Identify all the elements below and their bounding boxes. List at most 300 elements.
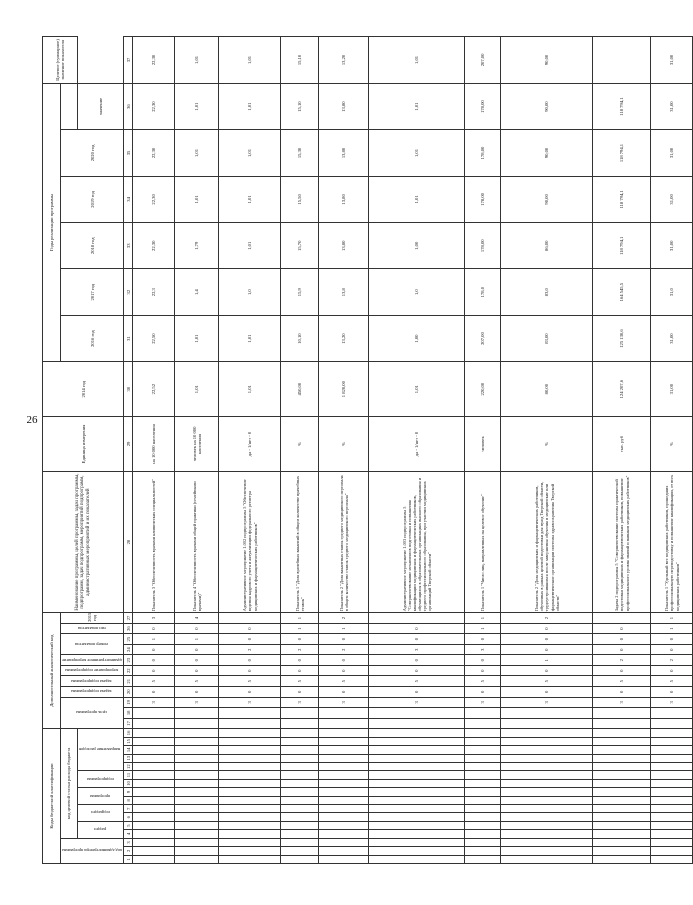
budget-code-cell xyxy=(319,729,369,738)
budget-code-cell xyxy=(593,779,651,787)
budget-code-cell xyxy=(175,821,219,829)
analytic-code-cell: 0 xyxy=(219,665,281,676)
value-2019: 1,01 xyxy=(219,130,281,176)
column-number: 22 xyxy=(124,665,133,676)
budget-code-cell xyxy=(133,855,175,863)
analytic-code-cell: 5 xyxy=(219,676,281,687)
analytic-code-cell: 0 xyxy=(369,634,465,645)
budget-code-cell xyxy=(369,779,465,787)
analytic-code-cell: 3 xyxy=(319,697,369,708)
analytic-code-cell: 3 xyxy=(465,697,501,708)
analytic-code-cell: 5 xyxy=(593,676,651,687)
analytic-code-cell: 0 xyxy=(219,687,281,698)
analytic-code-cell: 0 xyxy=(369,665,465,676)
row-name: Показатель 1 "Число лиц, направленных на целевое обучение" xyxy=(465,471,501,612)
column-number: 23 xyxy=(124,655,133,666)
budget-code-cell xyxy=(651,813,693,821)
analytic-code-cell: 0 xyxy=(281,687,319,698)
budget-code-cell xyxy=(175,830,219,838)
table-body xyxy=(133,37,693,864)
analytic-code-cell: 5 xyxy=(369,676,465,687)
column-number: 20 xyxy=(124,687,133,698)
analytic-code-cell: 4 xyxy=(175,613,219,624)
budget-code-cell xyxy=(319,737,369,745)
a-measure-header: мероприятие подпрограммы xyxy=(65,668,119,674)
year-2014-header: 2014 год xyxy=(43,362,124,417)
budget-code-cell xyxy=(369,737,465,745)
value-2016: 15,9 xyxy=(281,269,319,315)
value-2020: 22,30 xyxy=(133,83,175,129)
column-number: 8 xyxy=(124,796,133,804)
budget-code-cell xyxy=(501,813,593,821)
row-unit: да - 1/нет - 0 xyxy=(219,417,281,472)
budget-code-cell xyxy=(175,737,219,745)
analytic-code-cell: 1 xyxy=(465,623,501,634)
budget-code-cell xyxy=(319,838,369,846)
budget-code-cell xyxy=(501,729,593,738)
budget-code-cell xyxy=(281,821,319,829)
analytic-code-cell: 2 xyxy=(501,613,593,624)
value-2019: 1,01 xyxy=(175,130,219,176)
analytic-code-cell: 0 xyxy=(651,644,693,655)
analytic-code-cell: 2 xyxy=(219,644,281,655)
row-name: Показатель 1 "Доля врачебных вакансий в общем количестве врачебных ставок" xyxy=(281,471,319,612)
analytic-code-cell: 2 xyxy=(319,613,369,624)
column-number: 26 xyxy=(124,623,133,634)
analytic-code-cell: 0 xyxy=(319,655,369,666)
budget-code-cell xyxy=(501,847,593,855)
budget-code-cell xyxy=(133,771,175,779)
budget-code-cell xyxy=(133,813,175,821)
value-2018: 118 794,1 xyxy=(593,176,651,222)
analytic-code-cell: 3 xyxy=(651,697,693,708)
budget-code-cell xyxy=(369,796,465,804)
value-2016: 22,3 xyxy=(133,269,175,315)
budget-code-cell xyxy=(219,821,281,829)
budget-code-cell xyxy=(319,847,369,855)
budget-code-cell xyxy=(319,796,369,804)
table-row xyxy=(219,37,281,864)
budget-code-cell xyxy=(501,788,593,796)
value-2016: 178,0 xyxy=(465,269,501,315)
column-number: 28 xyxy=(124,471,133,612)
analytic-code-cell: 5 xyxy=(465,676,501,687)
column-number: 3 xyxy=(124,838,133,846)
analytic-code-cell: 1 xyxy=(281,623,319,634)
value-2017: 1,79 xyxy=(175,223,219,269)
budget-code-cell xyxy=(219,847,281,855)
budget-code-cell xyxy=(319,754,369,762)
subprogram-header: подпрограмма xyxy=(86,776,114,782)
value-2016: 83,0 xyxy=(501,269,593,315)
budget-code-cell xyxy=(319,821,369,829)
analytic-code-cell: 0 xyxy=(593,634,651,645)
years-group-header: Годы реализации программы xyxy=(43,83,61,361)
budget-code-cell xyxy=(369,847,465,855)
analytic-code-cell: 0 xyxy=(319,665,369,676)
budget-code-cell xyxy=(175,779,219,787)
budget-code-cell xyxy=(465,847,501,855)
value-2015: 10,10 xyxy=(281,315,319,361)
column-number: 14 xyxy=(124,746,133,754)
value-2017: 1,00 xyxy=(369,223,465,269)
column-number: 1 xyxy=(124,855,133,863)
budget-code-cell xyxy=(651,805,693,813)
budget-code-cell xyxy=(593,847,651,855)
budget-code-cell xyxy=(281,762,319,770)
value-2015: 1,00 xyxy=(369,315,465,361)
analytic-code-cell: 0 xyxy=(133,623,175,634)
analytic-code-cell: 1 xyxy=(651,623,693,634)
final-value: 1,01 xyxy=(369,37,465,84)
budget-code-cell xyxy=(219,788,281,796)
analytic-code-cell: 0 xyxy=(219,634,281,645)
analytic-code-cell: 1 xyxy=(175,634,219,645)
budget-code-cell xyxy=(465,779,501,787)
value-2020: 15,10 xyxy=(281,83,319,129)
budget-code-cell xyxy=(219,737,281,745)
budget-code-cell xyxy=(133,754,175,762)
budget-code-cell xyxy=(593,762,651,770)
analytic-code-cell: 0 xyxy=(465,687,501,698)
analytic-code-cell: 0 xyxy=(175,665,219,676)
value-2019: 1,01 xyxy=(369,130,465,176)
budget-code-cell xyxy=(219,838,281,846)
budget-code-cell xyxy=(175,762,219,770)
budget-code-cell xyxy=(219,779,281,787)
budget-code-cell xyxy=(501,746,593,754)
analytic-code-cell: 5 xyxy=(319,676,369,687)
budget-code-cell xyxy=(593,796,651,804)
budget-code-cell xyxy=(219,796,281,804)
budget-code-cell xyxy=(281,847,319,855)
value-2019: 118 794,1 xyxy=(593,130,651,176)
value-2019: 13,80 xyxy=(319,130,369,176)
analytic-code-cell xyxy=(281,708,319,719)
row-unit: % xyxy=(651,417,693,472)
budget-code-cell xyxy=(281,838,319,846)
value-2015: 83,00 xyxy=(501,315,593,361)
column-number: 29 xyxy=(124,417,133,472)
budget-code-cell xyxy=(175,771,219,779)
budget-code-cell xyxy=(651,771,693,779)
budget-code-cell xyxy=(175,754,219,762)
row-name: Задача 2 подпрограммы 5 "Совершенствование системы практической подготовки медицинских и фармацевтических работников, повышение профессионального уровня знаний и навыков медицинских работников" xyxy=(593,471,651,612)
budget-code-cell xyxy=(281,737,319,745)
budget-code-cell xyxy=(369,813,465,821)
y2019-header: 2019 год xyxy=(61,176,124,222)
budget-code-cell xyxy=(465,805,501,813)
analytic-code-cell: 3 xyxy=(175,697,219,708)
analytic-code-cell: 0 xyxy=(369,623,465,634)
budget-code-cell xyxy=(281,855,319,863)
budget-code-cell xyxy=(175,805,219,813)
budget-code-cell xyxy=(465,746,501,754)
budget-code-cell xyxy=(465,788,501,796)
row-unit: % xyxy=(319,417,369,472)
budget-code-cell xyxy=(133,746,175,754)
unit-header: Единица измерения xyxy=(43,417,124,472)
analytic-code-cell: 0 xyxy=(133,665,175,676)
analytic-code-cell: 1 xyxy=(465,613,501,624)
analytic-code-cell: 5 xyxy=(501,676,593,687)
column-number: 37 xyxy=(124,37,133,84)
column-number: 21 xyxy=(124,676,133,687)
budget-code-cell xyxy=(593,830,651,838)
analytic-code-cell: 5 xyxy=(281,676,319,687)
budget-code-cell xyxy=(281,754,319,762)
budget-code-cell xyxy=(319,788,369,796)
admin-code-header: код администратора программы xyxy=(61,848,122,854)
analytic-code-cell xyxy=(133,708,175,719)
budget-code-cell xyxy=(175,838,219,846)
analytic-code-cell: 0 xyxy=(593,665,651,676)
column-number: 9 xyxy=(124,788,133,796)
analytic-code-cell: 0 xyxy=(175,687,219,698)
direction-header: направление расходов xyxy=(79,747,121,753)
analytic-code-cell xyxy=(369,708,465,719)
a-indicator-header: номер показателя xyxy=(75,641,108,647)
analytic-code-cell: 5 xyxy=(175,676,219,687)
value-2016: 31,0 xyxy=(651,269,693,315)
value-2017: 1,01 xyxy=(219,223,281,269)
budget-code-cell xyxy=(501,838,593,846)
analytic-code-cell xyxy=(369,613,465,624)
table-row xyxy=(319,37,369,864)
budget-code-cell xyxy=(501,855,593,863)
budget-code-cell xyxy=(593,771,651,779)
analytic-code-cell: 1 xyxy=(133,634,175,645)
value-2014: 220,00 xyxy=(465,362,501,417)
value-2020: 1,01 xyxy=(175,83,219,129)
value-2020: 90,00 xyxy=(501,83,593,129)
value-2018: 22,30 xyxy=(133,176,175,222)
analytic-code-cell xyxy=(501,708,593,719)
table-row xyxy=(501,37,593,864)
budget-code-cell xyxy=(651,838,693,846)
value-2014: 80,00 xyxy=(501,362,593,417)
analytic-code-cell: 3 xyxy=(133,613,175,624)
budget-code-cell xyxy=(281,729,319,738)
budget-code-cell xyxy=(175,813,219,821)
a-action-header: административное мероприятие xyxy=(61,657,122,663)
column-number: 24 xyxy=(124,644,133,655)
analytic-code-cell xyxy=(133,718,175,729)
value-2014: 1 820,00 xyxy=(319,362,369,417)
budget-code-cell xyxy=(219,830,281,838)
budget-code-cell xyxy=(465,830,501,838)
column-number: 17 xyxy=(124,718,133,729)
budget-code-cell xyxy=(175,847,219,855)
budget-code-cell xyxy=(133,737,175,745)
analytic-code-cell: 0 xyxy=(651,634,693,645)
analytic-code-cell: 0 xyxy=(465,655,501,666)
rotated-table-frame xyxy=(42,36,680,864)
analytic-code-cell: 0 xyxy=(501,687,593,698)
y2018-header: 2018 год xyxy=(61,223,124,269)
analytic-code-cell: 5 xyxy=(651,676,693,687)
row-unit: человек xyxy=(465,417,501,472)
value-2014: 1,01 xyxy=(369,362,465,417)
budget-code-cell xyxy=(651,830,693,838)
column-number: 30 xyxy=(124,362,133,417)
analytic-code-cell: 0 xyxy=(281,655,319,666)
budget-code-cell xyxy=(369,762,465,770)
column-number: 10 xyxy=(124,779,133,787)
value-2017: 13,80 xyxy=(319,223,369,269)
budget-code-cell xyxy=(651,746,693,754)
analytic-code-cell xyxy=(465,708,501,719)
budget-code-cell xyxy=(133,729,175,738)
analytic-code-cell: 3 xyxy=(219,697,281,708)
budget-code-cell xyxy=(651,847,693,855)
value-2017: 178,00 xyxy=(465,223,501,269)
budget-code-cell xyxy=(593,821,651,829)
budget-code-cell xyxy=(593,855,651,863)
budget-code-cell xyxy=(501,754,593,762)
y2017-header: 2017 год xyxy=(61,269,124,315)
budget-code-cell xyxy=(501,830,593,838)
column-number: 6 xyxy=(124,813,133,821)
budget-code-cell xyxy=(319,855,369,863)
column-number: 7 xyxy=(124,805,133,813)
analytic-code-cell: 1 xyxy=(319,623,369,634)
column-number: 31 xyxy=(124,315,133,361)
budget-code-cell xyxy=(651,762,693,770)
budget-code-cell xyxy=(465,821,501,829)
column-number: 36 xyxy=(124,83,133,129)
analytic-code-cell xyxy=(281,718,319,729)
analytic-code-cell: 3 xyxy=(369,644,465,655)
column-numbers-row xyxy=(124,37,133,864)
value-2015: 1,01 xyxy=(219,315,281,361)
budget-code-cell xyxy=(219,813,281,821)
analytic-code-cell: 0 xyxy=(369,655,465,666)
budget-code-cell xyxy=(501,796,593,804)
column-number: 34 xyxy=(124,176,133,222)
budget-code-cell xyxy=(133,779,175,787)
budget-code-cell xyxy=(219,805,281,813)
a-type-header: тип показателя xyxy=(77,626,106,632)
column-number: 35 xyxy=(124,130,133,176)
analytic-code-cell xyxy=(593,708,651,719)
analytic-code-cell: 3 xyxy=(593,697,651,708)
analytic-code-cell: 0 xyxy=(593,687,651,698)
analytic-code-cell: 3 xyxy=(281,697,319,708)
value-2020: 1,01 xyxy=(369,83,465,129)
table-row xyxy=(175,37,219,864)
budget-code-cell xyxy=(369,805,465,813)
budget-code-cell xyxy=(175,855,219,863)
analytic-code-cell: 0 xyxy=(651,665,693,676)
budget-code-cell xyxy=(593,729,651,738)
table-row xyxy=(281,37,319,864)
row-unit: % xyxy=(501,417,593,472)
column-number: 2 xyxy=(124,847,133,855)
analytic-code-cell xyxy=(219,718,281,729)
budget-code-cell xyxy=(651,855,693,863)
analytic-code-cell: 0 xyxy=(593,644,651,655)
column-number: 33 xyxy=(124,223,133,269)
row-unit: % xyxy=(281,417,319,472)
analytic-code-cell: 2 xyxy=(319,644,369,655)
analytic-code-cell: 0 xyxy=(281,665,319,676)
row-unit: человек на 10 000 населения xyxy=(175,417,219,472)
column-number: 27 xyxy=(124,613,133,624)
column-number: 25 xyxy=(124,634,133,645)
value-2018: 15,50 xyxy=(281,176,319,222)
y2020-header: 2020 год xyxy=(61,130,124,176)
target-article-header: код целевой статьи расхода бюджета xyxy=(61,729,78,839)
value-2014: 22,52 xyxy=(133,362,175,417)
value-2020: 31,00 xyxy=(651,83,693,129)
row-name: Показатель 1 "Удельный вес медицинских работников, прошедших профессиональную переподготовку и повышение квалификации, от всех медицинских работников" xyxy=(651,471,693,612)
analytic-code-cell: 2 xyxy=(281,644,319,655)
budget-code-cell xyxy=(133,830,175,838)
column-number: 16 xyxy=(124,729,133,738)
value-2020: 118 794,1 xyxy=(593,83,651,129)
table-row xyxy=(651,37,693,864)
budget-code-cell xyxy=(219,729,281,738)
column-number: 4 xyxy=(124,830,133,838)
budget-code-cell xyxy=(133,788,175,796)
budget-code-cell xyxy=(465,729,501,738)
a-goal-header: цель программы xyxy=(76,710,107,716)
analytic-code-cell: 0 xyxy=(651,687,693,698)
row-unit: да - 1/нет - 0 xyxy=(369,417,465,472)
table-row xyxy=(465,37,501,864)
name-header: Наименование программы, целей программы, задач программы, подпрограмм, задач подпрограмм, мероприятий подпрограмм, административных мероприятий и их показателей xyxy=(43,471,124,612)
budget-code-cell xyxy=(465,737,501,745)
value-2019: 90,00 xyxy=(501,130,593,176)
budget-code-cell xyxy=(465,813,501,821)
column-number: 18 xyxy=(124,708,133,719)
value-2015: 22,50 xyxy=(133,315,175,361)
final-value: 1,01 xyxy=(175,37,219,84)
budget-code-cell xyxy=(501,779,593,787)
budget-code-cell xyxy=(593,813,651,821)
value-2017: 118 794,1 xyxy=(593,223,651,269)
y2016-header: 2016 год xyxy=(61,315,124,361)
table-row xyxy=(369,37,465,864)
budget-code-cell xyxy=(175,796,219,804)
analytic-code-cell: 0 xyxy=(175,655,219,666)
budget-code-cell xyxy=(281,830,319,838)
analytic-code-cell: 0 xyxy=(133,655,175,666)
value-2020: 13,80 xyxy=(319,83,369,129)
final-value xyxy=(593,37,651,84)
analytic-code-cell xyxy=(219,708,281,719)
budget-code-cell xyxy=(593,737,651,745)
analytic-code-cell: 5 xyxy=(133,676,175,687)
value-2015: 1,01 xyxy=(175,315,219,361)
budget-code-cell xyxy=(593,746,651,754)
budget-code-cell xyxy=(651,729,693,738)
analytic-code-cell: 3 xyxy=(369,697,465,708)
value-2018: 13,80 xyxy=(319,176,369,222)
budget-code-cell xyxy=(465,838,501,846)
budget-code-cell xyxy=(593,805,651,813)
analytic-code-cell: 0 xyxy=(465,665,501,676)
final-value: 31,00 xyxy=(651,37,693,84)
value-2015: 13,20 xyxy=(319,315,369,361)
budget-code-cell xyxy=(219,762,281,770)
analytic-code-cell xyxy=(651,708,693,719)
budget-code-cell xyxy=(319,805,369,813)
analytic-code-cell: 1 xyxy=(281,613,319,624)
analytic-code-cell xyxy=(175,718,219,729)
row-name: Показатель 4 "Обеспеченность врачами общей практики (семейными врачами)" xyxy=(175,471,219,612)
